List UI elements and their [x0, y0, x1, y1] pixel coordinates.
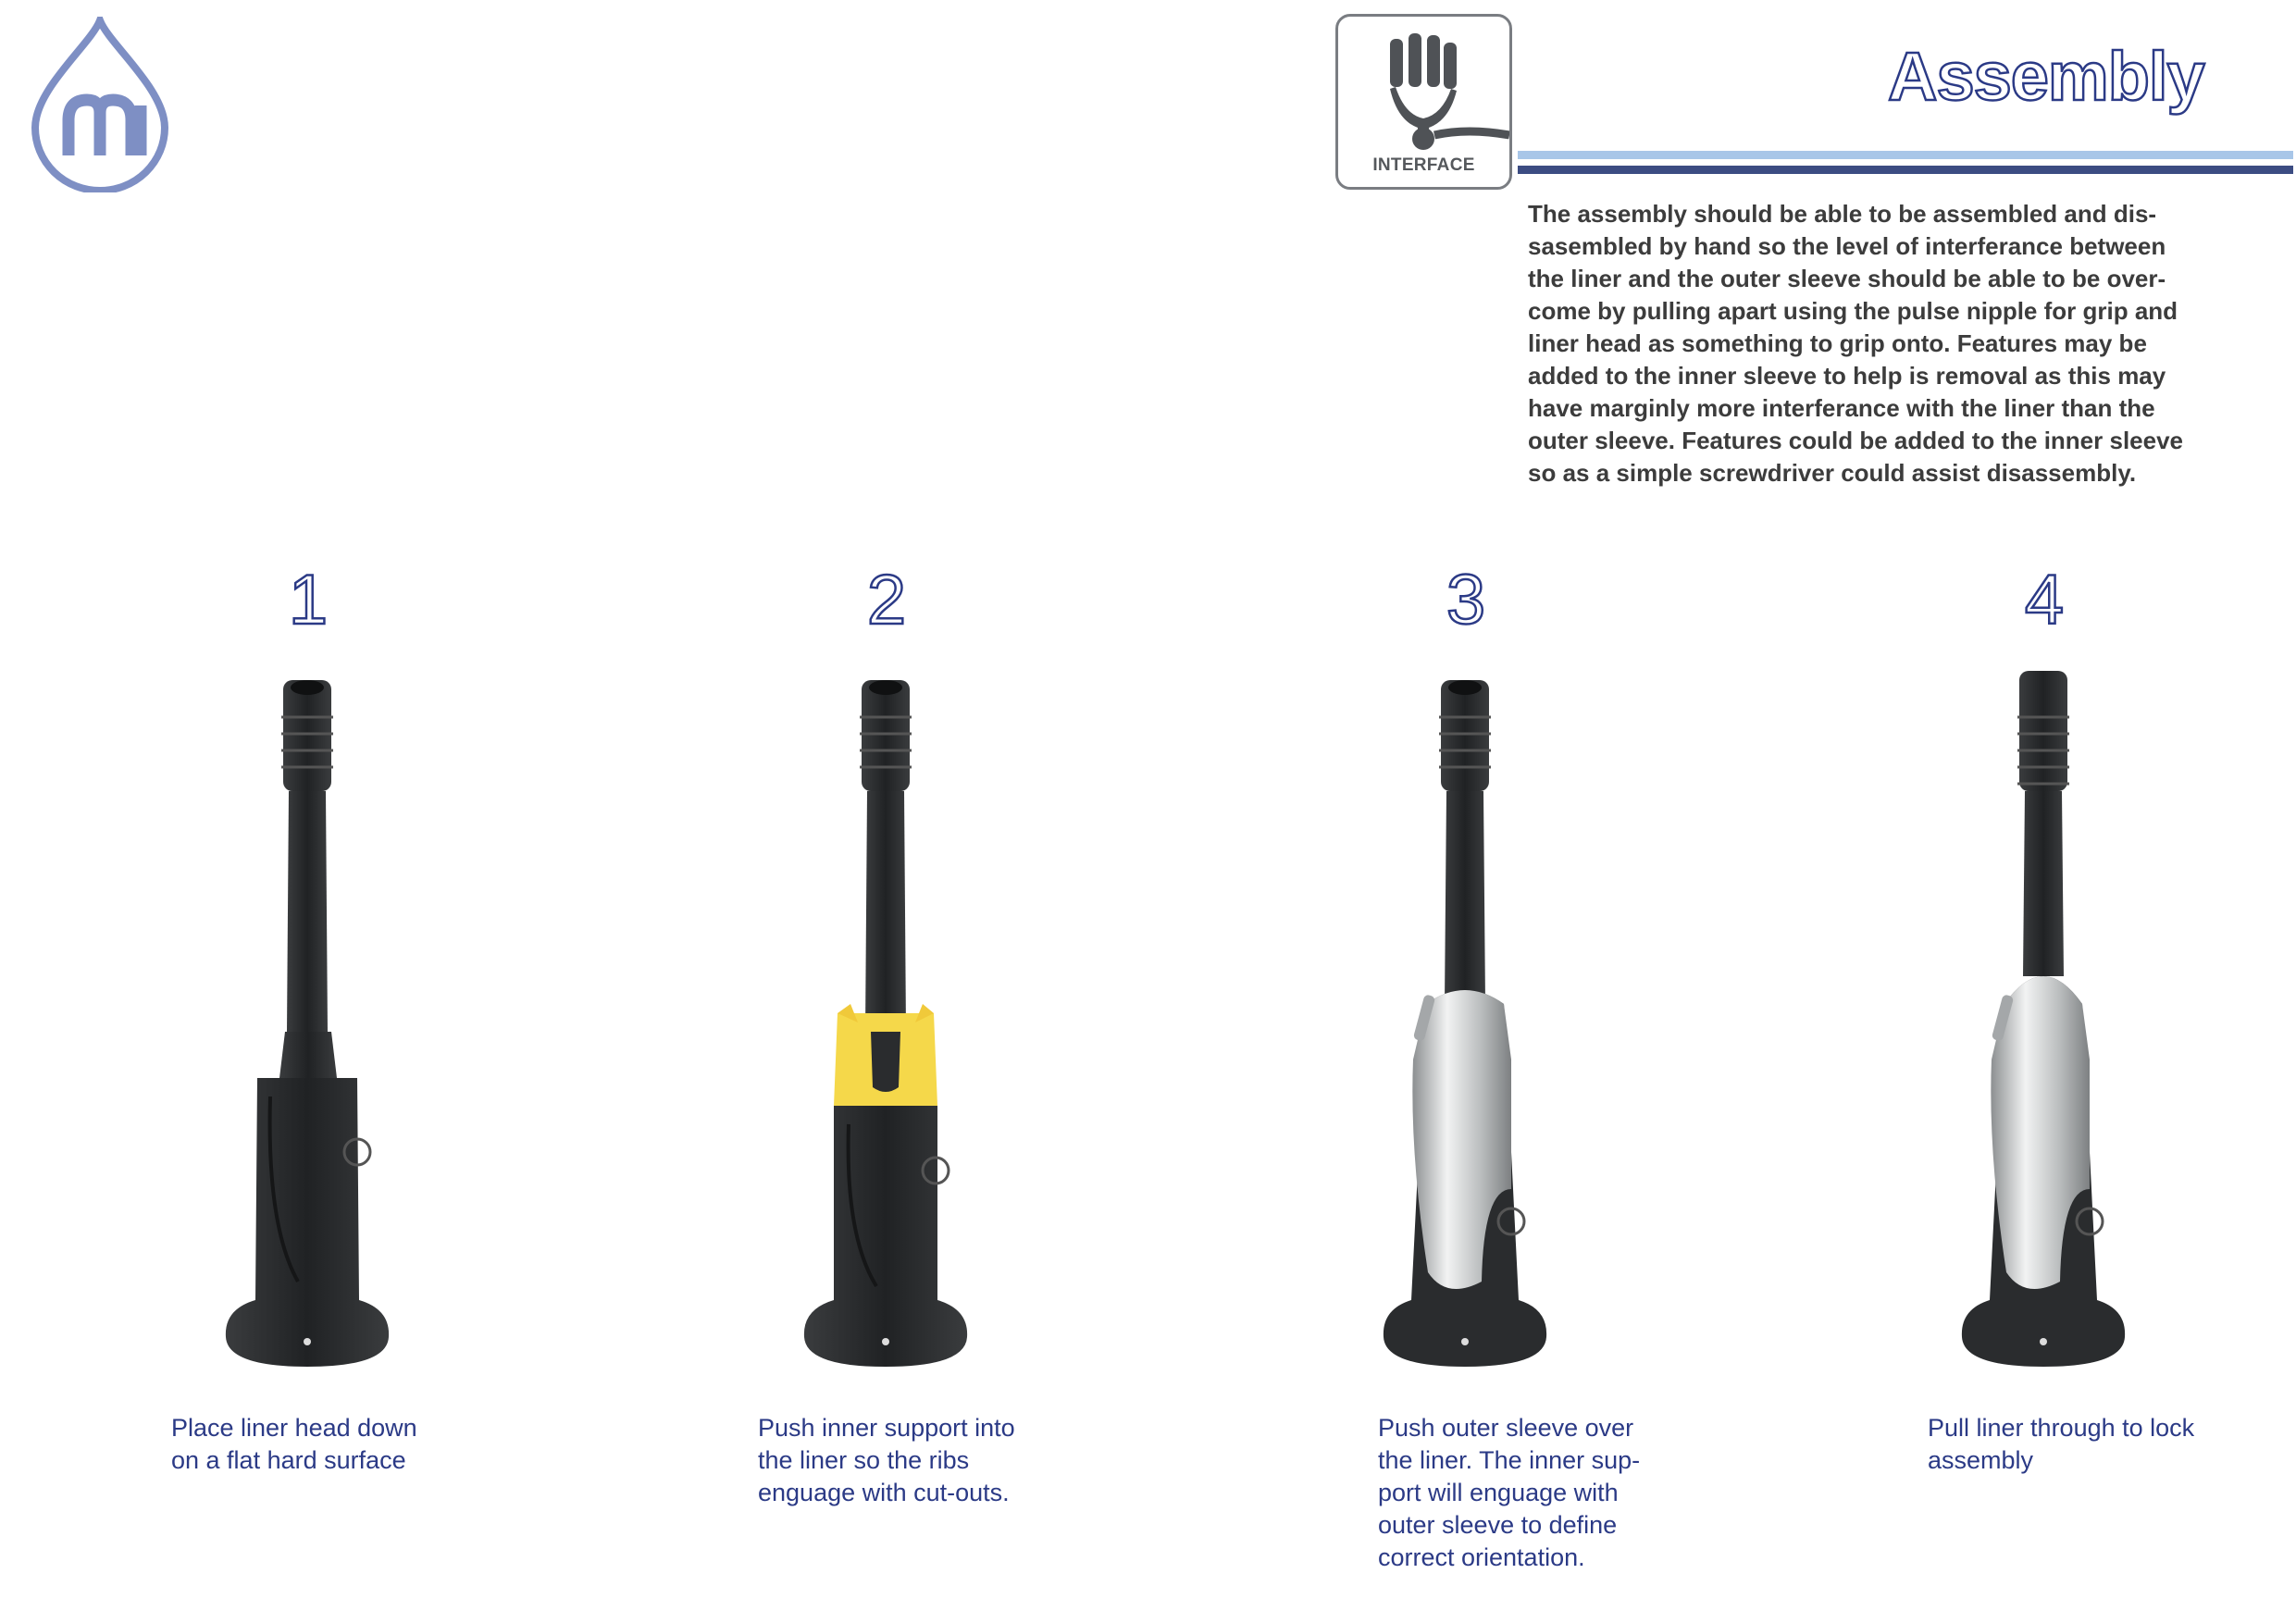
step-3-caption: Push outer sleeve over the liner. The inner sup- port will enguage with outer sleeve to define correct orientation.: [1378, 1414, 1641, 1571]
step-3-outer-sleeve-illustration: [1372, 671, 1558, 1383]
step-3-number: 3: [1446, 561, 1486, 639]
step-4-caption: Pull liner through to lock assembly: [1928, 1414, 2195, 1474]
interface-label: INTERFACE: [1372, 155, 1475, 175]
step-4-number: 4: [2024, 561, 2065, 639]
intro-paragraph: The assembly should be able to be assembled and dis- sasembled by hand so the level of interferance between the liner and the outer sleeve should be able to be over- come by pulling apart using the pulse nipple for grip and liner head as something to grip onto. Features may be added to the inner sleeve to help is removal as this may have marginly more interferance with the liner than the outer sleeve. Features could be added to the inner sleeve so as a simple screwdriver could assist disassembly.: [1528, 200, 2184, 487]
step-2-number: 2: [866, 561, 907, 639]
interface-badge: [1335, 14, 1512, 190]
step-1-number: 1: [288, 561, 329, 639]
header-rule-dark: [1518, 166, 2293, 174]
page-title: Assembly: [1888, 38, 2204, 115]
header-rule-light: [1518, 151, 2293, 159]
step-2-caption: Push inner support into the liner so the ribs enguage with cut-outs.: [758, 1414, 1015, 1506]
interface-cluster-icon: [1338, 17, 1509, 155]
step-4-locked-assembly-illustration: [1951, 671, 2136, 1383]
company-logo: [26, 17, 174, 192]
step-1-liner-illustration: [215, 671, 400, 1383]
step-2-liner-with-support-illustration: [793, 671, 978, 1383]
step-1-caption: Place liner head down on a flat hard surface: [171, 1414, 417, 1474]
